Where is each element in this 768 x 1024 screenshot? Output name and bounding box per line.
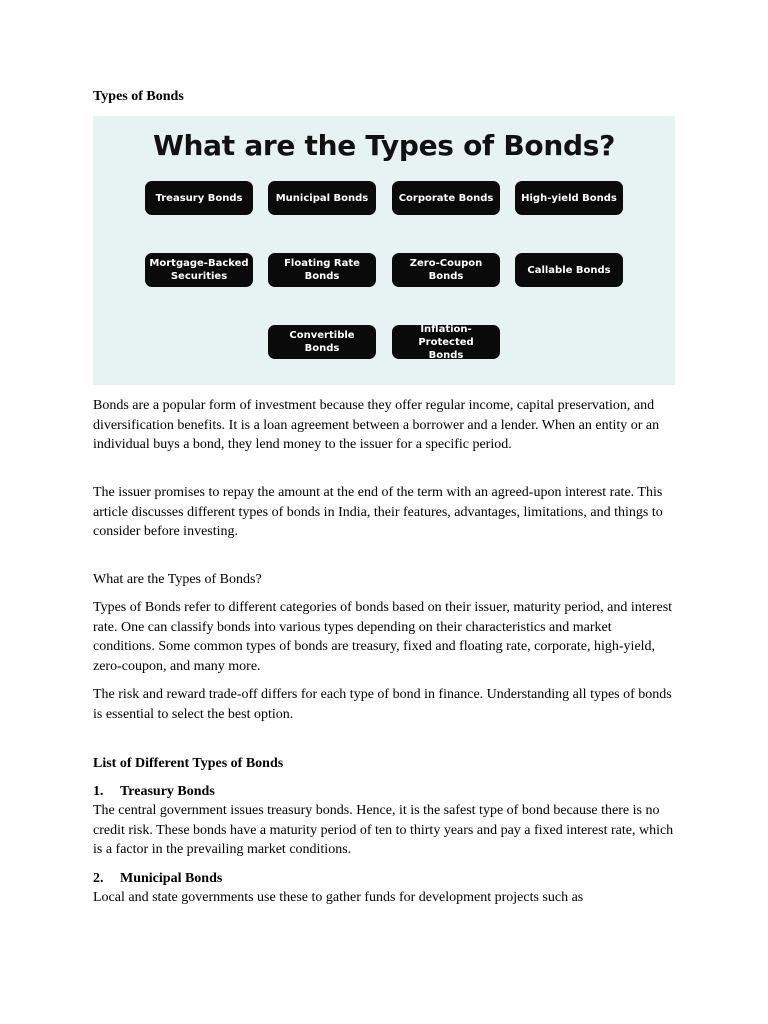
pill-convertible-bonds: Convertible Bonds: [268, 325, 376, 359]
list-heading: List of Different Types of Bonds: [93, 756, 284, 771]
types-of-bonds-banner: [93, 116, 675, 385]
list-item-text: Local and state governments use these to gather funds for development projects such as: [93, 890, 584, 905]
section-heading: What are the Types of Bonds?: [93, 572, 262, 587]
pill-floating-rate-bonds: Floating Rate Bonds: [268, 253, 376, 287]
list-item-title: [93, 782, 215, 801]
pill-mortgage-backed-securities: Mortgage-Backed Securities: [145, 253, 253, 287]
list-item-label: Municipal Bonds: [120, 871, 223, 886]
pill-high-yield-bonds: High-yield Bonds: [515, 181, 623, 215]
list-item-text: The central government issues treasury bonds. Hence, it is the safest type of bond because there is no credit risk. These bonds have a maturity period of ten to thirty years and pay a fixed interest rate, which is a factor in the prevailing market conditions.: [93, 803, 674, 857]
document-title: Types of Bonds: [93, 89, 184, 104]
pill-callable-bonds: Callable Bonds: [515, 253, 623, 287]
section-paragraph: Types of Bonds refer to different categories of bonds based on their issuer, maturity period, and interest rate. One can classify bonds into various types depending on their characteristics and market conditions. Some common types of bonds are treasury, fixed and floating rate, corporate, high-yield, zero-coupon, and many more.: [93, 600, 673, 674]
pill-zero-coupon-bonds: Zero-Coupon Bonds: [392, 253, 500, 287]
list-item-label: Treasury Bonds: [120, 784, 215, 799]
pill-corporate-bonds: Corporate Bonds: [392, 181, 500, 215]
list-item-title: [93, 869, 222, 888]
section-paragraph: The risk and reward trade-off differs for each type of bond in finance. Understanding all types of bonds is essential to select the best option.: [93, 687, 672, 722]
list-item-number: 1.: [93, 784, 104, 799]
banner-title: What are the Types of Bonds?: [152, 129, 616, 162]
intro-paragraph: Bonds are a popular form of investment because they offer regular income, capital preservation, and diversification benefits. It is a loan agreement between a borrower and a lender. When an entity or an individual buys a bond, they lend money to the issuer for a specific period.: [93, 398, 660, 452]
list-item-number: 2.: [93, 871, 104, 886]
pill-inflation-protected-bonds: Inflation-Protected Bonds: [392, 325, 500, 359]
intro-paragraph: The issuer promises to repay the amount at the end of the term with an agreed-upon interest rate. This article discusses different types of bonds in India, their features, advantages, limitations, and things to consider before investing.: [93, 485, 663, 539]
pill-municipal-bonds: Municipal Bonds: [268, 181, 376, 215]
pill-treasury-bonds: Treasury Bonds: [145, 181, 253, 215]
